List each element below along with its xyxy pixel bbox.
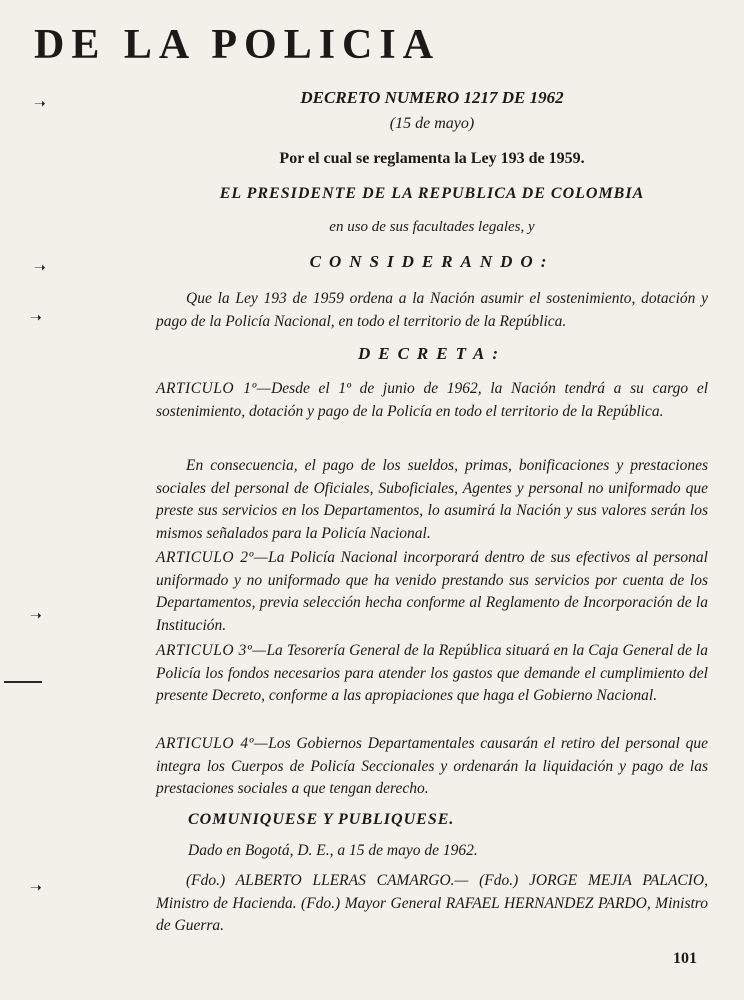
article-label: ARTICULO 2º— xyxy=(156,549,269,566)
page-number: 101 xyxy=(673,950,697,967)
article-3 xyxy=(156,640,708,708)
president-heading: EL PRESIDENTE DE LA REPUBLICA DE COLOMBIA xyxy=(219,185,645,202)
considerando-heading: CONSIDERANDO: xyxy=(309,252,555,271)
article-4 xyxy=(156,733,708,801)
running-head: DE LA POLICIA xyxy=(34,22,441,68)
article-label: ARTICULO 1º— xyxy=(156,380,272,397)
decree-title: DECRETO NUMERO 1217 DE 1962 xyxy=(300,88,564,107)
decree-date: (15 de mayo) xyxy=(389,115,475,132)
powers-line: en uso de sus facultades legales, y xyxy=(329,219,535,235)
article-2 xyxy=(156,547,708,637)
article-text: La Tesorería General de la República situará en la Caja General de la Policía los fondos necesarios para atender los gastos que demande el cumplimiento del presente Decreto, conforme a las apropiaciones que haga el Gobierno Nacional. xyxy=(156,642,708,704)
margin-mark: ➝ xyxy=(30,881,42,896)
margin-mark: ➝ xyxy=(34,261,46,276)
article-label: ARTICULO 3º— xyxy=(156,642,267,659)
considerando-paragraph: Que la Ley 193 de 1959 ordena a la Nación asumir el sostenimiento, dotación y pago de la Policía Nacional, en todo el territorio de la República. xyxy=(156,290,708,330)
decree-subject: Por el cual se reglamenta la Ley 193 de 1959. xyxy=(279,150,585,167)
article-label: ARTICULO 4º— xyxy=(156,735,269,752)
article-1 xyxy=(156,378,708,423)
article-text: En consecuencia, el pago de los sueldos, primas, bonificaciones y prestaciones sociales del personal de Oficiales, Suboficiales, Agentes y personal no uniformado que preste sus servicios en los Departamentos, lo asumirá la Nación y sus valores serán los mismos señalados para la Policía Nacional. xyxy=(156,457,708,542)
margin-mark: ➝ xyxy=(30,311,42,326)
closing-formula: COMUNIQUESE Y PUBLIQUESE. xyxy=(188,811,455,828)
margin-rule xyxy=(4,681,42,683)
article-text: Desde el 1º de junio de 1962, la Nación tendrá a su cargo el sostenimiento, dotación y pago de la Policía en todo el territorio de la República. xyxy=(156,380,709,420)
margin-mark: ➝ xyxy=(30,609,42,624)
place-date-line: Dado en Bogotá, D. E., a 15 de mayo de 1962. xyxy=(188,842,478,859)
article-text: Los Gobiernos Departamentales causarán el retiro del personal que integra los Cuerpos de Policía Seccionales y ordenarán la liquidación y pago de las prestaciones sociales a que tengan derecho. xyxy=(156,735,708,797)
signatures-paragraph: (Fdo.) ALBERTO LLERAS CAMARGO.— (Fdo.) JORGE MEJIA PALACIO, Ministro de Hacienda. (Fdo.) Mayor General RAFAEL HERNANDEZ PARDO, Ministro de Guerra. xyxy=(156,872,708,934)
article-text: La Policía Nacional incorporará dentro de sus efectivos al personal uniformado y no uniformado que ha venido prestando sus servicios por cuenta de los Departamentos, previa selección hecha conforme al Reglamento de Incorporación de la Institución. xyxy=(156,549,708,634)
article-1-consequence xyxy=(156,455,708,545)
decreta-heading: DECRETA: xyxy=(357,344,507,363)
margin-mark: ➝ xyxy=(34,97,46,112)
